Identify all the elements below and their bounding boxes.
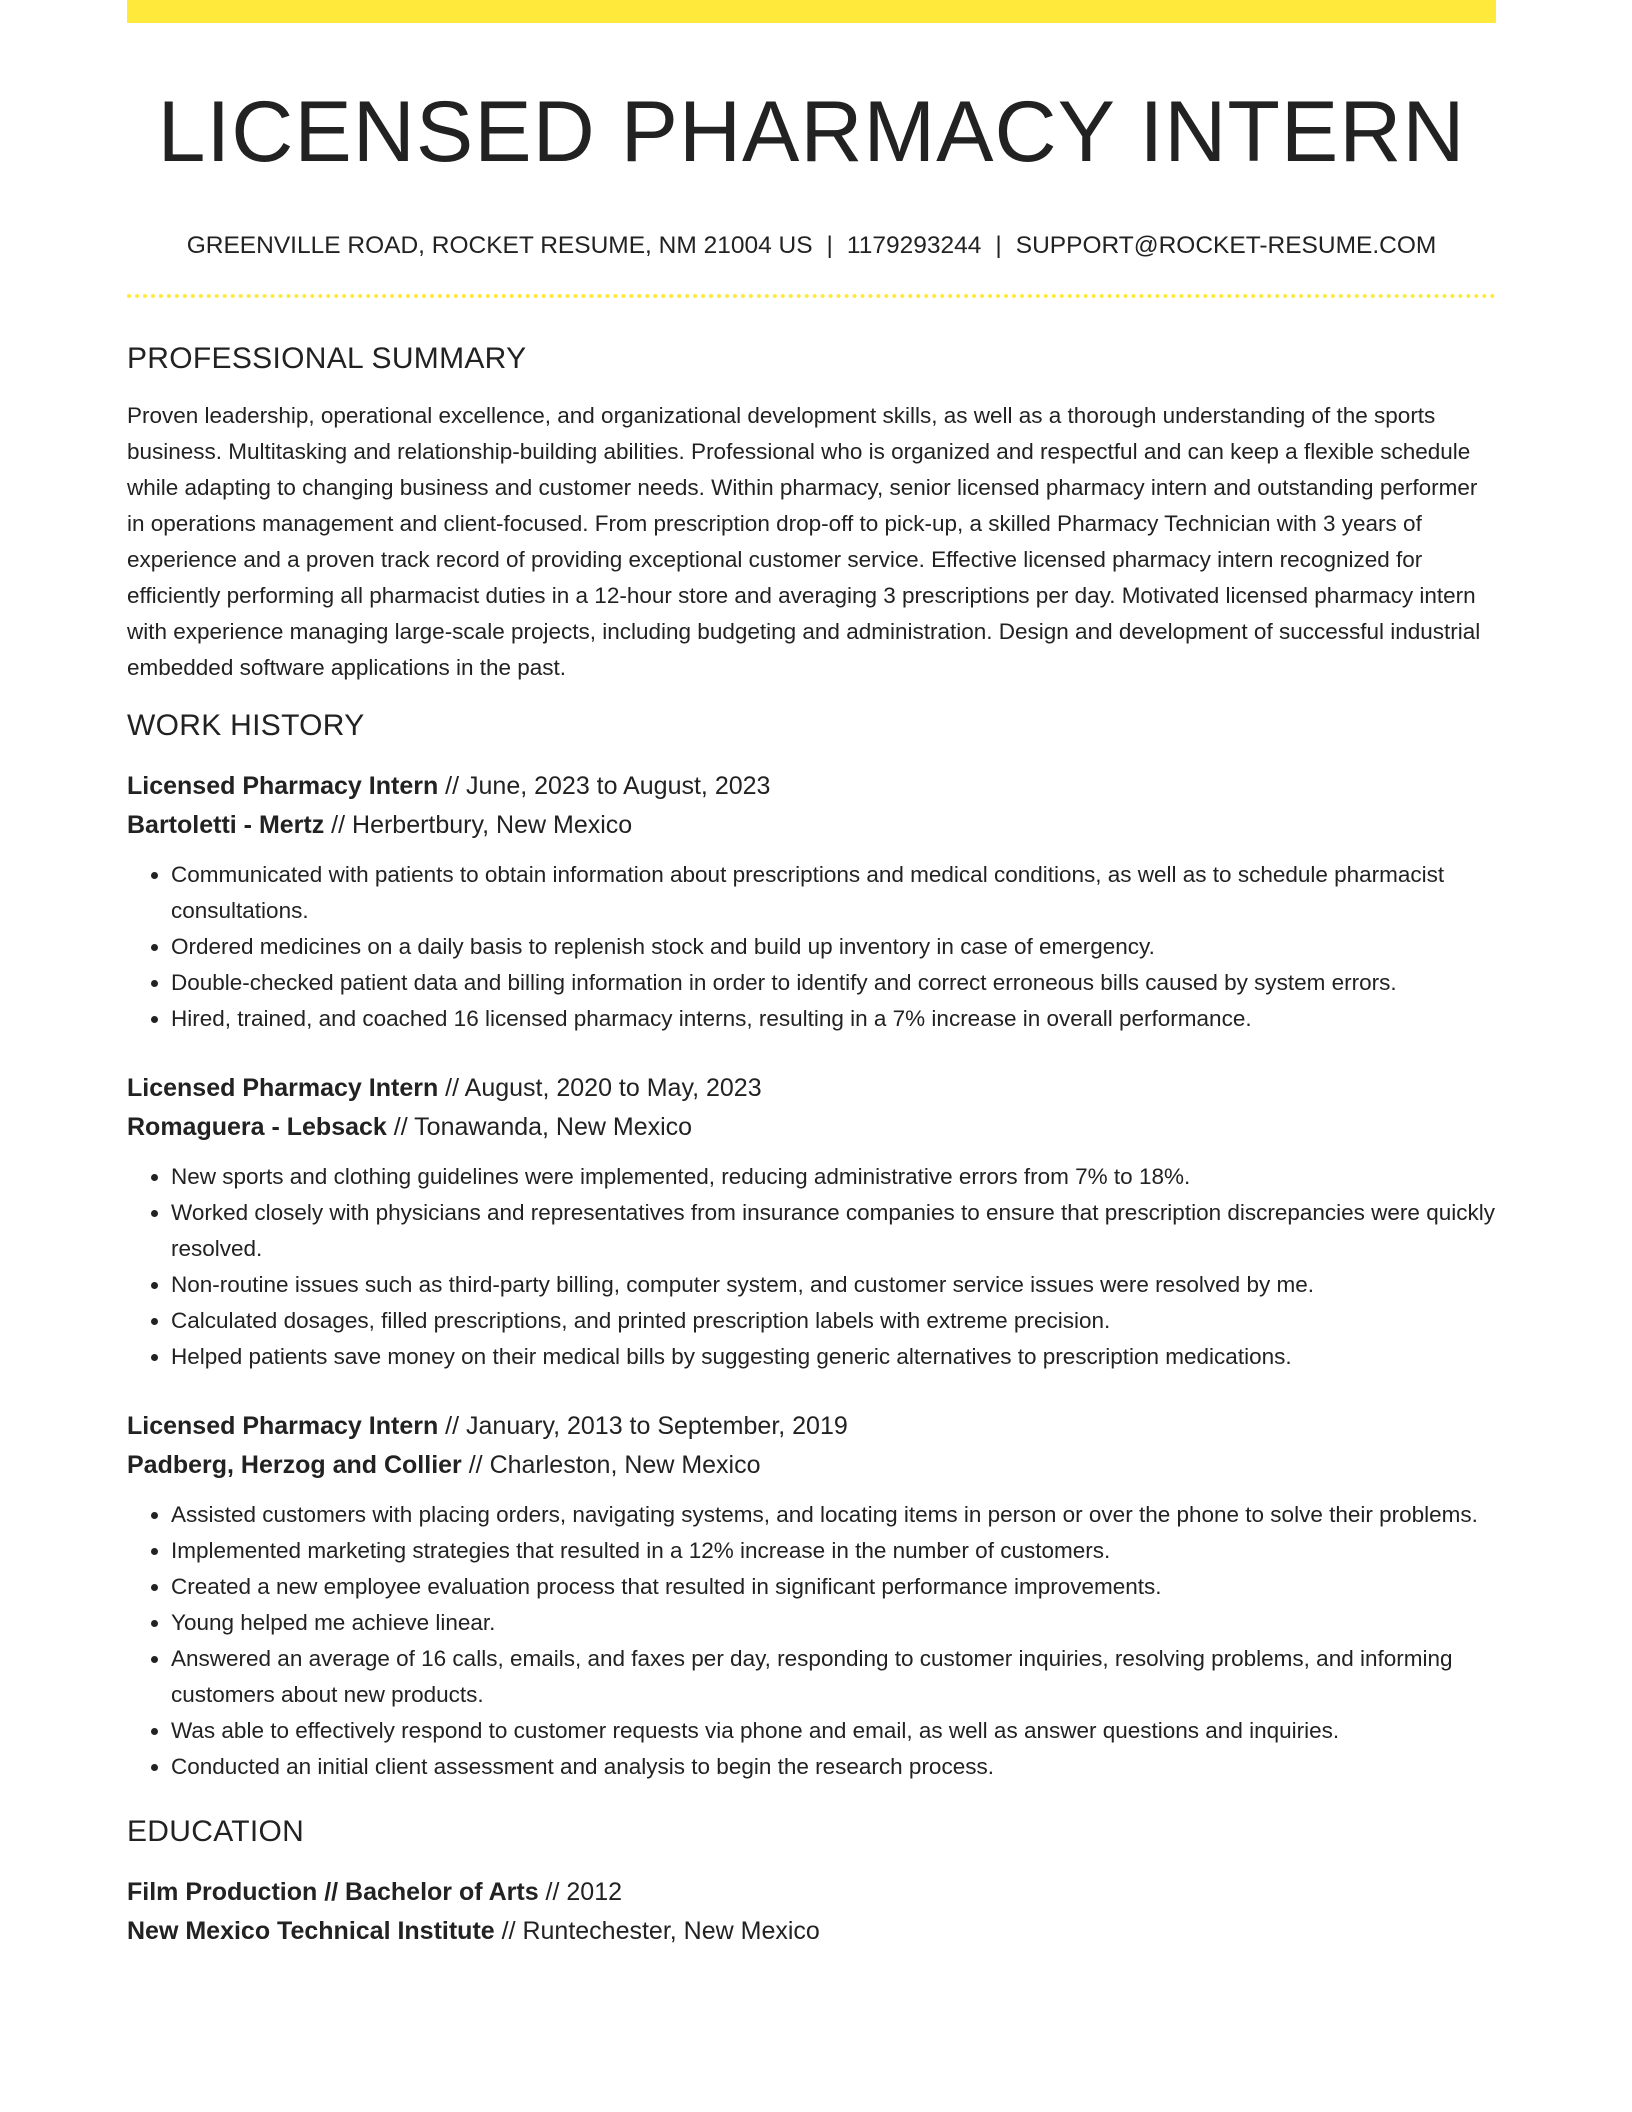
- job-company: Romaguera - Lebsack: [127, 1112, 387, 1141]
- contact-separator: |: [826, 232, 833, 260]
- job-entry: [127, 1069, 1496, 1375]
- job-bullet: • Calculated dosages, filled prescriptions, and printed prescription labels with extreme precision.: [171, 1303, 1496, 1339]
- job-company: Padberg, Herzog and Collier: [127, 1450, 462, 1479]
- job-location: // Charleston, New Mexico: [461, 1450, 761, 1479]
- job-bullet: • Double-checked patient data and billing information in order to identify and correct erroneous bills caused by system errors.: [171, 965, 1496, 1001]
- job-title: Licensed Pharmacy Intern: [127, 771, 439, 800]
- job-bullet-list: [127, 857, 1496, 1037]
- job-bullet: • Non-routine issues such as third-party billing, computer system, and customer service issues were resolved by me.: [171, 1267, 1496, 1303]
- education-entry: [127, 1873, 1496, 1951]
- job-entry: [127, 767, 1496, 1037]
- job-title-line: [127, 1407, 1496, 1446]
- job-dates: // June, 2023 to August, 2023: [438, 771, 771, 800]
- summary-heading: PROFESSIONAL SUMMARY: [127, 342, 527, 376]
- dotted-divider: [127, 294, 1496, 298]
- job-company: Bartoletti - Mertz: [127, 810, 325, 839]
- job-bullet: • Answered an average of 16 calls, emails, and faxes per day, responding to customer inquiries, resolving problems, and informing customers about new products.: [171, 1641, 1496, 1713]
- job-bullet: • Ordered medicines on a daily basis to replenish stock and build up inventory in case of emergency.: [171, 929, 1496, 965]
- job-company-line: [127, 1446, 1496, 1485]
- job-bullet-list: [127, 1497, 1496, 1785]
- job-bullet: • Conducted an initial client assessment and analysis to begin the research process.: [171, 1749, 1496, 1785]
- contact-address: GREENVILLE ROAD, ROCKET RESUME, NM 21004 US: [186, 232, 813, 260]
- job-title-line: [127, 1069, 1496, 1108]
- education-school-line: [127, 1912, 1496, 1951]
- summary-text: Proven leadership, operational excellence, and organizational development skills, as well as a thorough understanding of the sports business. Multitasking and relationship-building abilities. Professional who is organized and respectful and can keep a flexible schedule while adapting to changing business and customer needs. Within pharmacy, senior licensed pharmacy intern and outstanding performer in operations management and client-focused. From prescription drop-off to pick-up, a skilled Pharmacy Technician with 3 years of experience and a proven track record of providing exceptional customer service. Effective licensed pharmacy intern recognized for efficiently performing all pharmacist duties in a 12-hour store and averaging 3 prescriptions per day. Motivated licensed pharmacy intern with experience managing large-scale projects, including budgeting and administration. Design and development of successful industrial embedded software applications in the past.: [127, 403, 1481, 681]
- education-school: New Mexico Technical Institute: [127, 1916, 495, 1945]
- job-bullet: • Helped patients save money on their medical bills by suggesting generic alternatives to prescription medications.: [171, 1339, 1496, 1375]
- job-bullet: • New sports and clothing guidelines were implemented, reducing administrative errors from 7% to 18%.: [171, 1159, 1496, 1195]
- education-year: // 2012: [538, 1877, 623, 1906]
- job-entry: [127, 1407, 1496, 1785]
- job-bullet: • Assisted customers with placing orders, navigating systems, and locating items in person or over the phone to solve their problems.: [171, 1497, 1496, 1533]
- job-bullet: • Implemented marketing strategies that resulted in a 12% increase in the number of customers.: [171, 1533, 1496, 1569]
- job-title: Licensed Pharmacy Intern: [127, 1073, 439, 1102]
- job-bullet: • Communicated with patients to obtain information about prescriptions and medical conditions, as well as to schedule pharmacist consultations.: [171, 857, 1496, 929]
- job-company-line: [127, 1108, 1496, 1147]
- top-accent-bar: [127, 0, 1496, 23]
- work-history-list: [127, 767, 1496, 1785]
- contact-email: SUPPORT@ROCKET-RESUME.COM: [1015, 232, 1437, 260]
- resume-title: LICENSED PHARMACY INTERN: [157, 84, 1466, 180]
- job-location: // Tonawanda, New Mexico: [386, 1112, 693, 1141]
- job-bullet: • Was able to effectively respond to customer requests via phone and email, as well as answer questions and inquiries.: [171, 1713, 1496, 1749]
- education-degree-line: [127, 1873, 1496, 1912]
- work-history-heading: WORK HISTORY: [127, 708, 365, 742]
- job-location: // Herbertbury, New Mexico: [324, 810, 633, 839]
- resume-page: [127, 0, 1496, 1951]
- contact-phone: 1179293244: [846, 232, 982, 260]
- job-dates: // January, 2013 to September, 2019: [438, 1411, 848, 1440]
- education-heading: EDUCATION: [127, 1814, 305, 1848]
- job-bullet: • Created a new employee evaluation process that resulted in significant performance improvements.: [171, 1569, 1496, 1605]
- job-dates: // August, 2020 to May, 2023: [438, 1073, 762, 1102]
- education-location: // Runtechester, New Mexico: [494, 1916, 820, 1945]
- job-bullet: • Hired, trained, and coached 16 licensed pharmacy interns, resulting in a 7% increase in overall performance.: [171, 1001, 1496, 1037]
- job-company-line: [127, 806, 1496, 845]
- job-bullet: • Young helped me achieve linear.: [171, 1605, 1496, 1641]
- job-bullet: • Worked closely with physicians and representatives from insurance companies to ensure that prescription discrepancies were quickly resolved.: [171, 1195, 1496, 1267]
- contact-separator: |: [995, 232, 1002, 260]
- education-degree: Film Production // Bachelor of Arts: [127, 1877, 539, 1906]
- contact-line: [127, 232, 1496, 260]
- job-title-line: [127, 767, 1496, 806]
- job-title: Licensed Pharmacy Intern: [127, 1411, 439, 1440]
- job-bullet-list: [127, 1159, 1496, 1375]
